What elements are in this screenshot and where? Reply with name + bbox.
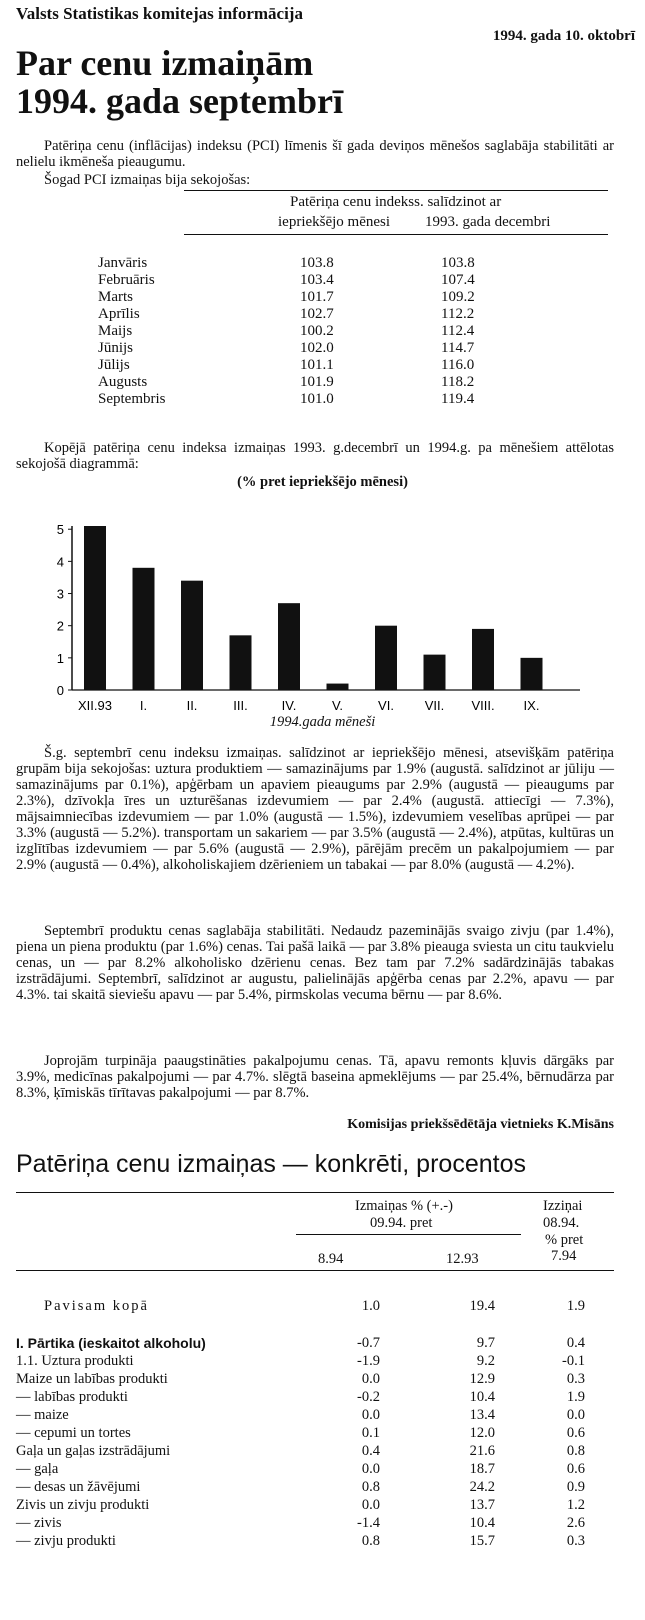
- bar: [84, 526, 106, 690]
- pci-table-header-top: Patēriņa cenu indekss. salīdzinot ar: [290, 194, 502, 210]
- table-row: [0, 272, 645, 289]
- dec-cell: 119.4: [441, 391, 475, 407]
- row-label: — gaļa: [16, 1461, 59, 1477]
- dec-cell: 109.2: [441, 289, 475, 305]
- cell-ref: 0.0: [566, 1407, 585, 1423]
- prev-cell: 103.4: [300, 272, 334, 288]
- x-tick-label: III.: [233, 698, 248, 713]
- detail-head-right-3: % pret: [545, 1232, 584, 1248]
- bar: [230, 635, 252, 690]
- table-row: [0, 306, 645, 323]
- bar: [424, 655, 446, 690]
- cell-12-93: 12.9: [469, 1371, 495, 1387]
- dec-cell: 112.2: [441, 306, 475, 322]
- table-row: [0, 357, 645, 374]
- cell-ref: 0.4: [566, 1335, 585, 1351]
- bar: [181, 581, 203, 690]
- row-label: — cepumi un tortes: [16, 1425, 131, 1441]
- cell-8-94: -1.4: [357, 1515, 380, 1531]
- detail-head-changes: Izmaiņas % (+.-): [355, 1198, 453, 1214]
- intro-lead: Šogad PCI izmaiņas bija sekojošas:: [44, 172, 251, 188]
- table-row: [0, 1479, 645, 1496]
- cell-ref: 1.2: [566, 1497, 585, 1513]
- cell-ref: 1.9: [566, 1389, 585, 1405]
- table-row: [0, 1298, 645, 1315]
- dec-cell: 116.0: [441, 357, 475, 373]
- cell-ref: -0.1: [562, 1353, 585, 1369]
- row-label: — maize: [16, 1407, 69, 1423]
- bar-chart-svg: [50, 518, 590, 733]
- month-cell: Februāris: [98, 272, 155, 288]
- detail-rule-top: [16, 1192, 614, 1193]
- table-row: [0, 391, 645, 408]
- month-cell: Jūlijs: [98, 357, 130, 373]
- month-cell: Septembris: [98, 391, 166, 407]
- cell-8-94: 0.0: [361, 1497, 380, 1513]
- bar: [278, 603, 300, 690]
- bar: [521, 658, 543, 690]
- month-cell: Maijs: [98, 323, 133, 339]
- row-label: — desas un žāvējumi: [16, 1479, 141, 1495]
- table-row: [0, 255, 645, 272]
- row-label: — labības produkti: [16, 1389, 128, 1405]
- table-row: [0, 1389, 645, 1406]
- cell-8-94: 0.0: [361, 1371, 380, 1387]
- month-cell: Jūnijs: [98, 340, 134, 356]
- y-tick-label: 0: [56, 683, 64, 698]
- row-label: I. Pārtika (ieskaitot alkoholu): [16, 1335, 206, 1351]
- row-label: — zivju produkti: [16, 1533, 116, 1549]
- month-cell: Augusts: [98, 374, 148, 390]
- table-row: [0, 1335, 645, 1352]
- x-tick-label: XII.93: [78, 698, 112, 713]
- pci-col-dec-header: 1993. gada decembri: [425, 214, 551, 230]
- detail-rule-mid: [296, 1234, 521, 1235]
- y-tick-label: 3: [56, 586, 64, 602]
- bar: [133, 568, 155, 690]
- signature: Komisijas priekšsēdētāja vietnieks K.Misāns: [347, 1117, 614, 1132]
- dec-cell: 118.2: [441, 374, 475, 390]
- table-row: [0, 289, 645, 306]
- cell-ref: 0.8: [566, 1443, 585, 1459]
- prev-cell: 100.2: [300, 323, 334, 339]
- detail-rule-header: [16, 1270, 614, 1271]
- row-label: 1.1. Uztura produkti: [16, 1353, 134, 1369]
- cell-12-93: 12.0: [469, 1425, 495, 1441]
- body-paragraph-3: Joprojām turpināja paaugstināties pakalpojumu cenas. Tā, apavu remonts kļuvis dārgāks par 3.9%, medicīnas pakalpojumi — par 4.7%. slēgtā baseina apmeklējums — par 25.4%, bērnudārza par 8.3%, ķīmiskās tīrītavas pakalpojumi — par 8.7%.: [16, 1053, 614, 1101]
- chart-xlabel: 1994.gada mēneši: [269, 714, 376, 730]
- table-rule-header: [184, 234, 608, 235]
- x-tick-label: VIII.: [471, 698, 495, 713]
- cell-8-94: 0.4: [361, 1443, 380, 1459]
- intro-paragraph: Patēriņa cenu (inflācijas) indeksu (PCI) līmenis šī gada deviņos mēnešos saglabāja stabilitāti ar nelielu ikmēneša pieaugumu.: [16, 138, 614, 170]
- cell-8-94: 0.8: [361, 1533, 380, 1549]
- month-cell: Aprīlis: [98, 306, 140, 322]
- table-row: [0, 1461, 645, 1478]
- row-label: Zivis un zivju produkti: [16, 1497, 150, 1513]
- cell-12-93: 24.2: [469, 1479, 495, 1495]
- cell-ref: 0.3: [566, 1533, 585, 1549]
- cell-8-94: 0.0: [361, 1461, 380, 1477]
- bar: [327, 684, 349, 690]
- prev-cell: 103.8: [300, 255, 334, 271]
- title-line-2: 1994. gada septembrī: [16, 81, 343, 121]
- prev-cell: 101.1: [300, 357, 334, 373]
- detail-subhead-col1: 8.94: [318, 1251, 344, 1267]
- detail-head-right-4: 7.94: [551, 1248, 577, 1264]
- publication-date: 1994. gada 10. oktobrī: [492, 28, 635, 44]
- cell-12-93: 10.4: [469, 1515, 495, 1531]
- cell-8-94: -0.2: [357, 1389, 380, 1405]
- table-rule-top: [184, 190, 608, 191]
- chart-intro: Kopējā patēriņa cenu indeksa izmaiņas 1993. g.decembrī un 1994.g. pa mēnešiem attēlotas sekojošā diagrammā:: [16, 440, 614, 472]
- cell-12-93: 15.7: [469, 1533, 495, 1549]
- prev-cell: 102.7: [300, 306, 334, 322]
- cell-12-93: 19.4: [469, 1298, 495, 1314]
- pci-col-prev-header: iepriekšējo mēnesi: [278, 214, 391, 230]
- table-row: [0, 1443, 645, 1460]
- table-row: [0, 1353, 645, 1370]
- table-row: [0, 1407, 645, 1424]
- dec-cell: 114.7: [441, 340, 475, 356]
- y-tick-label: 2: [56, 618, 64, 634]
- prev-cell: 101.9: [300, 374, 334, 390]
- source-line: Valsts Statistikas komitejas informācija: [16, 4, 303, 23]
- table-row: [0, 1371, 645, 1388]
- month-cell: Marts: [98, 289, 133, 305]
- x-tick-label: IV.: [281, 698, 297, 713]
- prev-cell: 101.7: [300, 289, 334, 305]
- cell-12-93: 13.4: [469, 1407, 495, 1423]
- cell-8-94: -0.7: [357, 1335, 380, 1351]
- cell-12-93: 9.2: [476, 1353, 495, 1369]
- x-tick-label: V.: [331, 698, 344, 713]
- month-cell: Janvāris: [98, 255, 148, 271]
- detail-head-right-1: Izziņai: [543, 1198, 583, 1214]
- table-row: [0, 1533, 645, 1550]
- cell-8-94: 0.0: [361, 1407, 380, 1423]
- table-row: [0, 1497, 645, 1514]
- chart-title: (% pret iepriekšējo mēnesi): [237, 474, 408, 490]
- cell-ref: 1.9: [566, 1298, 585, 1314]
- cell-8-94: 0.1: [361, 1425, 380, 1441]
- prev-cell: 102.0: [300, 340, 334, 356]
- cell-12-93: 21.6: [469, 1443, 495, 1459]
- title-line-1: Par cenu izmaiņām: [16, 43, 314, 83]
- body-paragraph-1: Š.g. septembrī cenu indeksu izmaiņas. salīdzinot ar iepriekšējo mēnesi, atsevišķām patēriņa grupām bija sekojošas: uztura produktiem — samazinājums par 1.9% (augustā. salīdzinot ar jūliju — samazinājums par 0.1%), apģērbam un apaviem pieaugums par 2.9% (augustā — pieaugums par 2.3%), dzīvokļa īres un uzturēšanas izdevumiem — par 2.4% (augustā. attiecīgi — 7.3%), mājsaimniecības izdevumiem — par 1.0% (augustā — 1.5%), izdevumiem veselības aprūpei — par 3.3% (augustā — 5.2%). transportam un sakariem — par 3.5% (augustā — 2.4%), atpūtas, kultūras un izglītības izdevumiem — par 5.6% (augustā — 2.9%), pārējām precēm un pakalpojumiem — par 2.9% (augustā — 0.4%), alkoholiskajiem dzērieniem un tabakai — par 8.0% (augustā — 4.2%).: [16, 745, 614, 873]
- bar-chart: [50, 518, 590, 733]
- cell-12-93: 9.7: [476, 1335, 495, 1351]
- row-label: Maize un labības produkti: [16, 1371, 168, 1387]
- y-tick-label: 1: [56, 650, 64, 666]
- row-label: Pavisam kopā: [44, 1298, 149, 1314]
- y-tick-label: 4: [56, 554, 64, 570]
- detail-subhead-col2: 12.93: [446, 1251, 479, 1267]
- table-row: [0, 1515, 645, 1532]
- prev-cell: 101.0: [300, 391, 334, 407]
- dec-cell: 103.8: [441, 255, 475, 271]
- table-row: [0, 340, 645, 357]
- cell-ref: 0.9: [566, 1479, 585, 1495]
- cell-ref: 0.6: [566, 1461, 585, 1477]
- dec-cell: 107.4: [441, 272, 475, 288]
- detail-head-right-2: 08.94.: [543, 1215, 580, 1231]
- cell-8-94: 1.0: [361, 1298, 380, 1314]
- article-title: [16, 44, 343, 120]
- x-tick-label: IX.: [523, 698, 540, 713]
- dec-cell: 112.4: [441, 323, 475, 339]
- y-tick-label: 5: [56, 522, 64, 538]
- cell-12-93: 10.4: [469, 1389, 495, 1405]
- table-row: [0, 323, 645, 340]
- cell-ref: 0.3: [566, 1371, 585, 1387]
- cell-8-94: 0.8: [361, 1479, 380, 1495]
- body-paragraph-2: Septembrī produktu cenas saglabāja stabilitāti. Nedaudz pazeminājās svaigo zivju (par 1.4%), piena un piena produktu (par 1.6%) cenas. Tai pašā laikā — par 3.8% pieauga sviesta un citu taukvielu cenas, un — par 8.2% alkoholisko dzērienu cenas. Bez tam par 7.2% sadārdzinājās tabakas izstrādājumi. Septembrī, salīdzinot ar augustu, palielinājās apģērba cenas par 2.2%, apavu — par 4.3%. tai skaitā sieviešu apavu — par 5.4%, pirmskolas vecuma bērnu — par 8.6%.: [16, 923, 614, 1003]
- table-row: [0, 1425, 645, 1442]
- detail-head-pret: 09.94. pret: [370, 1215, 433, 1231]
- x-tick-label: VII.: [424, 698, 445, 713]
- detail-table-title: Patēriņa cenu izmaiņas — konkrēti, procentos: [16, 1150, 526, 1178]
- row-label: — zivis: [16, 1515, 62, 1531]
- cell-8-94: -1.9: [357, 1353, 380, 1369]
- x-tick-label: I.: [139, 698, 148, 713]
- bar: [472, 629, 494, 690]
- cell-ref: 0.6: [566, 1425, 585, 1441]
- table-row: [0, 374, 645, 391]
- bar: [375, 626, 397, 690]
- cell-12-93: 18.7: [469, 1461, 495, 1477]
- x-tick-label: II.: [186, 698, 198, 713]
- cell-12-93: 13.7: [469, 1497, 495, 1513]
- cell-ref: 2.6: [566, 1515, 585, 1531]
- x-tick-label: VI.: [378, 698, 394, 713]
- row-label: Gaļa un gaļas izstrādājumi: [16, 1443, 171, 1459]
